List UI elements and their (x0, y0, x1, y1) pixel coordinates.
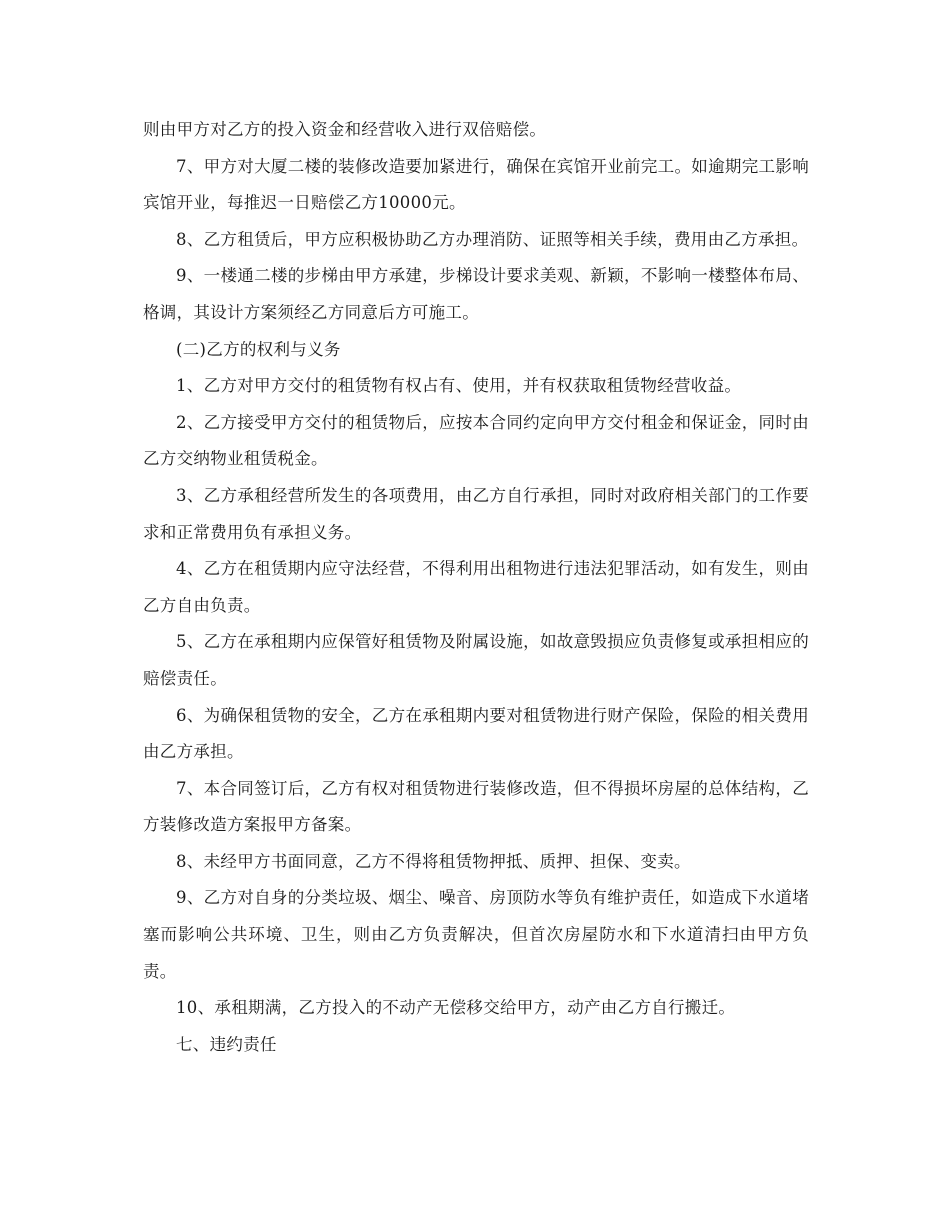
paragraph-b-clause-9: 9、乙方对自身的分类垃圾、烟尘、噪音、房顶防水等负有维护责任，如造成下水道堵塞而影响公共环境、卫生，则由乙方负责解决，但首次房屋防水和下水道清扫由甲方负责。 (143, 888, 809, 981)
paragraph-b-clause-2: 2、乙方接受甲方交付的租赁物后，应按本合同约定向甲方交付租金和保证金，同时由乙方交纳物业租赁税金。 (143, 412, 809, 469)
section-heading-party-b-rights: (二)乙方的权利与义务 (176, 339, 341, 359)
paragraph-b-clause-6: 6、为确保租赁物的安全，乙方在承租期内要对租赁物进行财产保险，保险的相关费用由乙方承担。 (143, 705, 809, 762)
paragraph-b-clause-5: 5、乙方在承租期内应保管好租赁物及附属设施，如故意毁损应负责修复或承担相应的赔偿责任。 (143, 632, 809, 688)
paragraph-b-clause-4: 4、乙方在租赁期内应守法经营，不得利用出租物进行违法犯罪活动，如有发生，则由乙方自由负责。 (143, 559, 809, 615)
paragraph-clause-8: 8、乙方租赁后，甲方应积极协助乙方办理消防、证照等相关手续，费用由乙方承担。 (176, 229, 809, 249)
paragraph-clause-9: 9、一楼通二楼的步梯由甲方承建，步梯设计要求美观、新颖，不影响一楼整体布局、格调，其设计方案须经乙方同意后方可施工。 (143, 266, 809, 322)
paragraph-b-clause-1: 1、乙方对甲方交付的租赁物有权占有、使用，并有权获取租赁物经营收益。 (176, 376, 742, 396)
paragraph-clause-7: 7、甲方对大厦二楼的装修改造要加紧进行，确保在宾馆开业前完工。如逾期完工影响宾馆开业，每推迟一日赔偿乙方10000元。 (143, 156, 809, 213)
paragraph-b-clause-3: 3、乙方承租经营所发生的各项费用，由乙方自行承担，同时对政府相关部门的工作要求和正常费用负有承担义务。 (143, 485, 809, 542)
paragraph-b-clause-8: 8、未经甲方书面同意，乙方不得将租赁物押抵、质押、担保、变卖。 (176, 851, 691, 871)
section-heading-liability: 七、违约责任 (176, 1034, 277, 1054)
document-body (143, 112, 809, 1063)
paragraph-continuation: 则由甲方对乙方的投入资金和经营收入进行双倍赔偿。 (143, 120, 547, 139)
paragraph-b-clause-7: 7、本合同签订后，乙方有权对租赁物进行装修改造，但不得损坏房屋的总体结构，乙方装修改造方案报甲方备案。 (143, 778, 809, 835)
paragraph-b-clause-10: 10、承租期满，乙方投入的不动产无偿移交给甲方，动产由乙方自行搬迁。 (176, 998, 736, 1018)
